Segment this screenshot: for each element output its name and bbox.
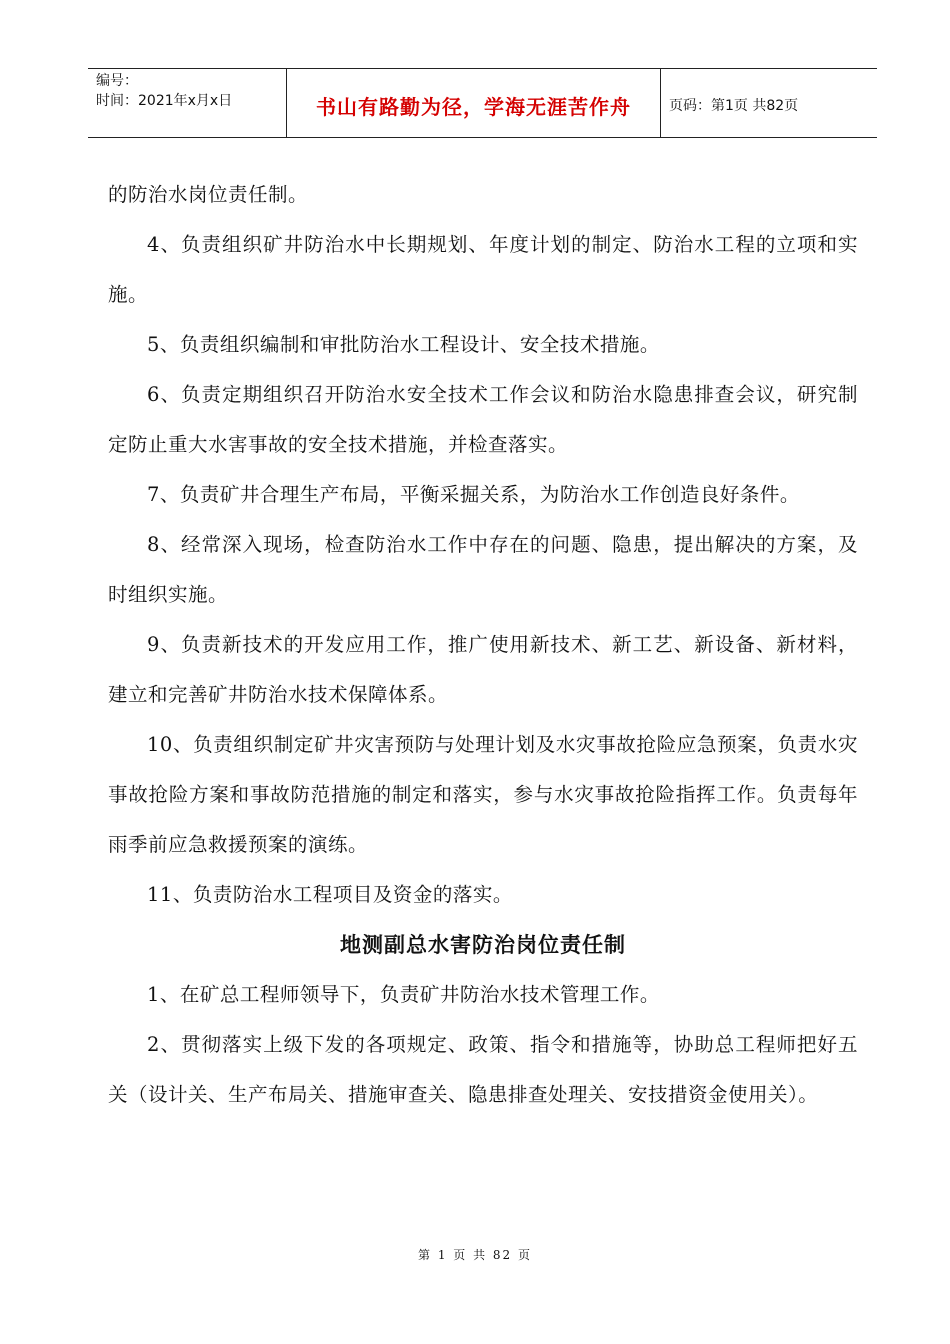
- document-body: [108, 170, 858, 1120]
- paragraph: 8、经常深入现场，检查防治水工作中存在的问题、隐患，提出解决的方案，及时组织实施。: [108, 533, 858, 606]
- page-header: [88, 68, 877, 138]
- section-title: 地测副总水害防治岗位责任制: [340, 933, 626, 957]
- paragraph: 5、负责组织编制和审批防治水工程设计、安全技术措施。: [147, 333, 660, 356]
- paragraph: 9、负责新技术的开发应用工作，推广使用新技术、新工艺、新设备、新材料，建立和完善矿井防治水技术保障体系。: [108, 633, 858, 706]
- paragraph: 11、负责防治水工程项目及资金的落实。: [147, 883, 513, 906]
- paragraph: 4、负责组织矿井防治水中长期规划、年度计划的制定、防治水工程的立项和实施。: [108, 233, 858, 306]
- document-date: 时间：2021年x月x日: [96, 93, 233, 109]
- header-meta: [88, 69, 287, 137]
- header-motto: 书山有路勤为径，学海无涯苦作舟: [287, 69, 661, 137]
- paragraph: 6、负责定期组织召开防治水安全技术工作会议和防治水隐患排查会议，研究制定防止重大水害事故的安全技术措施，并检查落实。: [108, 383, 858, 456]
- paragraph: 1、在矿总工程师领导下，负责矿井防治水技术管理工作。: [147, 983, 660, 1006]
- paragraph: 7、负责矿井合理生产布局，平衡采掘关系，为防治水工作创造良好条件。: [147, 483, 800, 506]
- header-page-info: 页码：第1页 共82页: [669, 98, 799, 114]
- document-number: 编号：: [96, 73, 138, 89]
- page-footer: 第 1 页 共 82 页: [418, 1248, 532, 1262]
- paragraph: 2、贯彻落实上级下发的各项规定、政策、指令和措施等，协助总工程师把好五关（设计关、生产布局关、措施审查关、隐患排查处理关、安技措资金使用关）。: [108, 1033, 858, 1106]
- paragraph: 的防治水岗位责任制。: [108, 183, 309, 206]
- paragraph: 10、负责组织制定矿井灾害预防与处理计划及水灾事故抢险应急预案，负责水灾事故抢险方案和事故防范措施的制定和落实，参与水灾事故抢险指挥工作。负责每年雨季前应急救援预案的演练。: [108, 733, 858, 856]
